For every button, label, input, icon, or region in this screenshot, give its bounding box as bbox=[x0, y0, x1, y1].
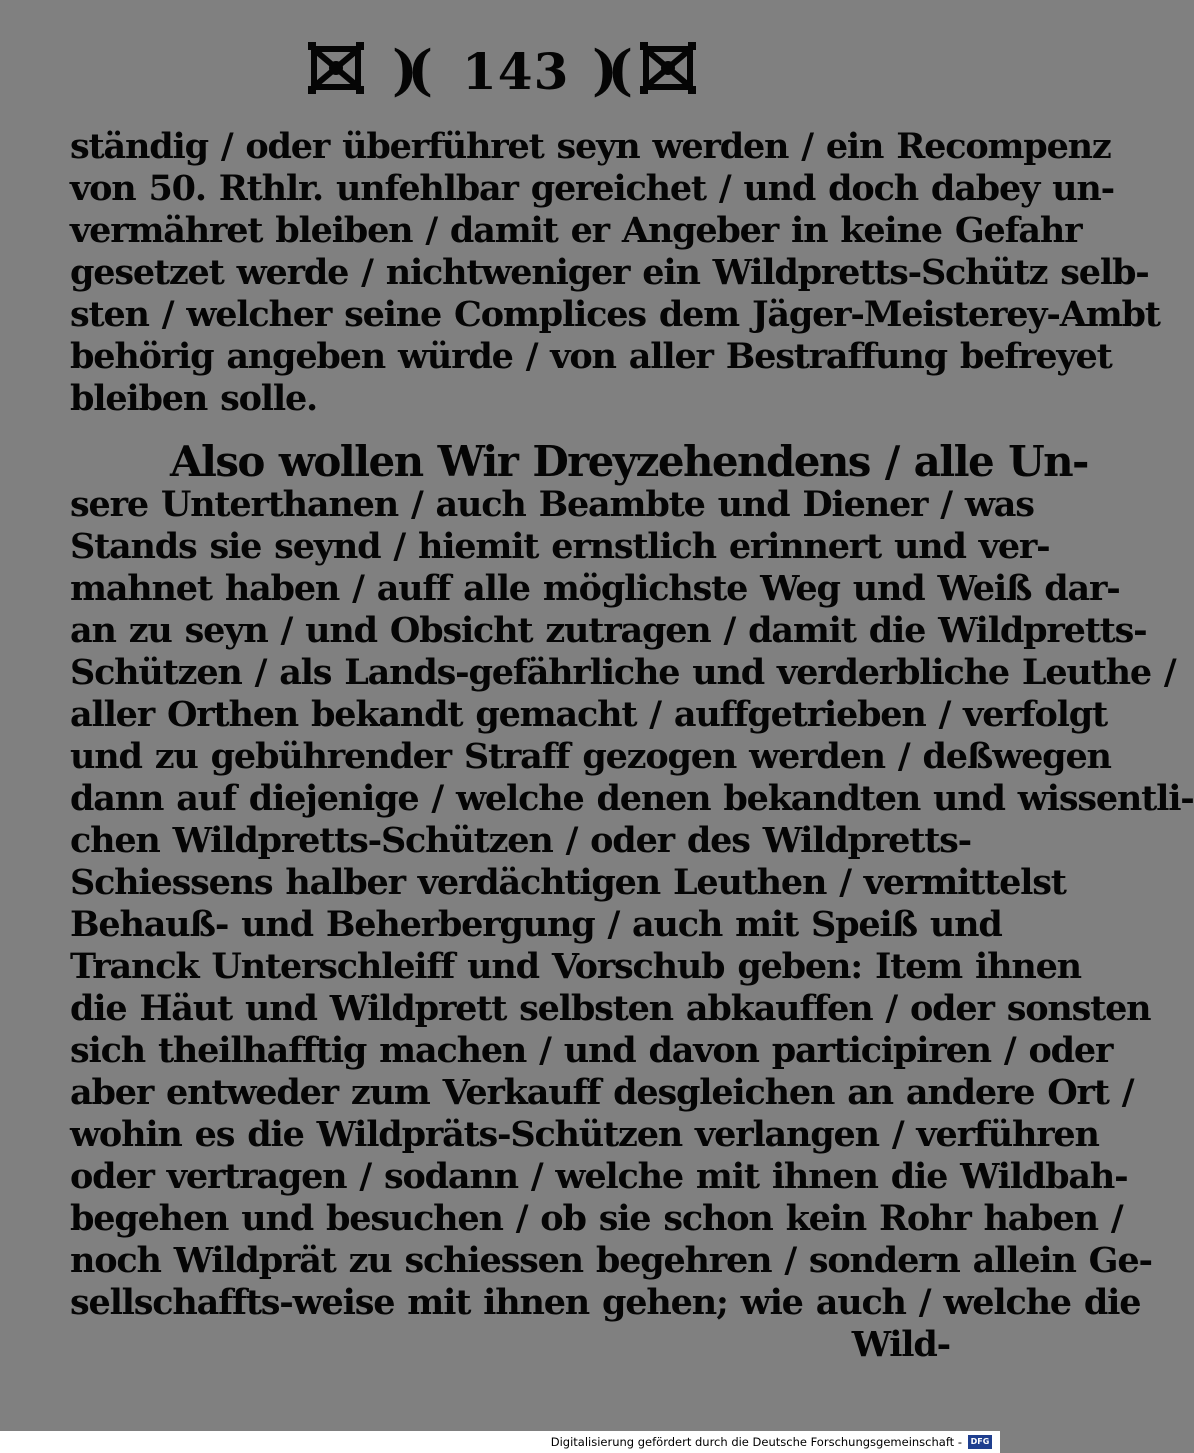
text-line: an zu seyn / und Obsicht zutragen / damit die Wildpretts- bbox=[70, 610, 1147, 651]
paragraph-2 bbox=[70, 437, 1194, 1366]
text-line: sten / welcher seine Complices dem Jäger-Meisterey-Ambt bbox=[70, 294, 1160, 335]
text-line: aller Orthen bekandt gemacht / auffgetrieben / verfolgt bbox=[70, 694, 1107, 735]
page-number: 143 bbox=[462, 42, 570, 101]
text-line: sellschaffts-weise mit ihnen gehen; wie auch / welche die bbox=[70, 1282, 1141, 1323]
text-line: chen Wildpretts-Schützen / oder des Wildpretts- bbox=[70, 820, 971, 861]
text-line: gesetzet werde / nichtweniger ein Wildpretts-Schütz selb- bbox=[70, 252, 1149, 293]
dfg-logo: DFG bbox=[968, 1435, 992, 1449]
text-line: sich theilhafftig machen / und davon participiren / oder bbox=[70, 1030, 1113, 1071]
text-line: und zu gebührender Straff gezogen werden / deßwegen bbox=[70, 736, 1111, 777]
text-line: wohin es die Wildpräts-Schützen verlangen / verführen bbox=[70, 1114, 1099, 1155]
ornament-right-icon bbox=[640, 38, 696, 98]
text-line: Schiessens halber verdächtigen Leuthen / vermittelst bbox=[70, 862, 1066, 903]
text-line: Also wollen Wir Dreyzehendens / alle Un- bbox=[170, 437, 1088, 486]
text-line: Stands sie seynd / hiemit ernstlich erinnert und ver- bbox=[70, 526, 1050, 567]
text-line: sere Unterthanen / auch Beambte und Diener / was bbox=[70, 484, 1034, 525]
text-line: oder vertragen / sodann / welche mit ihnen die Wildbah- bbox=[70, 1156, 1128, 1197]
footer-credit: Digitalisierung gefördert durch die Deutsche Forschungsgemeinschaft - bbox=[550, 1435, 962, 1449]
paragraph-1 bbox=[70, 126, 1160, 420]
header-paren-left: )( bbox=[392, 38, 424, 102]
text-line: die Häut und Wildprett selbsten abkauffen / oder sonsten bbox=[70, 988, 1151, 1029]
text-line: noch Wildprät zu schiessen begehren / sondern allein Ge- bbox=[70, 1240, 1152, 1281]
ornament-left-icon bbox=[308, 38, 364, 98]
text-line: vermähret bleiben / damit er Angeber in keine Gefahr bbox=[70, 210, 1082, 251]
text-line: aber entweder zum Verkauff desgleichen an andere Ort / bbox=[70, 1072, 1134, 1113]
header-paren-right: )( bbox=[592, 38, 624, 102]
text-line: ständig / oder überführet seyn werden / ein Recompenz bbox=[70, 126, 1111, 167]
text-line: dann auf diejenige / welche denen bekandten und wissentli- bbox=[70, 778, 1194, 819]
text-line: begehen und besuchen / ob sie schon kein Rohr haben / bbox=[70, 1198, 1123, 1239]
text-line: von 50. Rthlr. unfehlbar gereichet / und doch dabey un- bbox=[70, 168, 1114, 209]
text-line: Behauß- und Beherbergung / auch mit Speiß und bbox=[70, 904, 1002, 945]
footer-bar bbox=[0, 1431, 1000, 1453]
text-line: behörig angeben würde / von aller Bestraffung befreyet bbox=[70, 336, 1112, 377]
text-line: Tranck Unterschleiff und Vorschub geben: Item ihnen bbox=[70, 946, 1081, 987]
text-line: Schützen / als Lands-gefährliche und verderbliche Leuthe / bbox=[70, 652, 1176, 693]
text-line: bleiben solle. bbox=[70, 378, 317, 419]
text-line: mahnet haben / auff alle möglichste Weg und Weiß dar- bbox=[70, 568, 1120, 609]
page-header bbox=[0, 38, 1000, 108]
catchword: Wild- bbox=[851, 1324, 950, 1365]
